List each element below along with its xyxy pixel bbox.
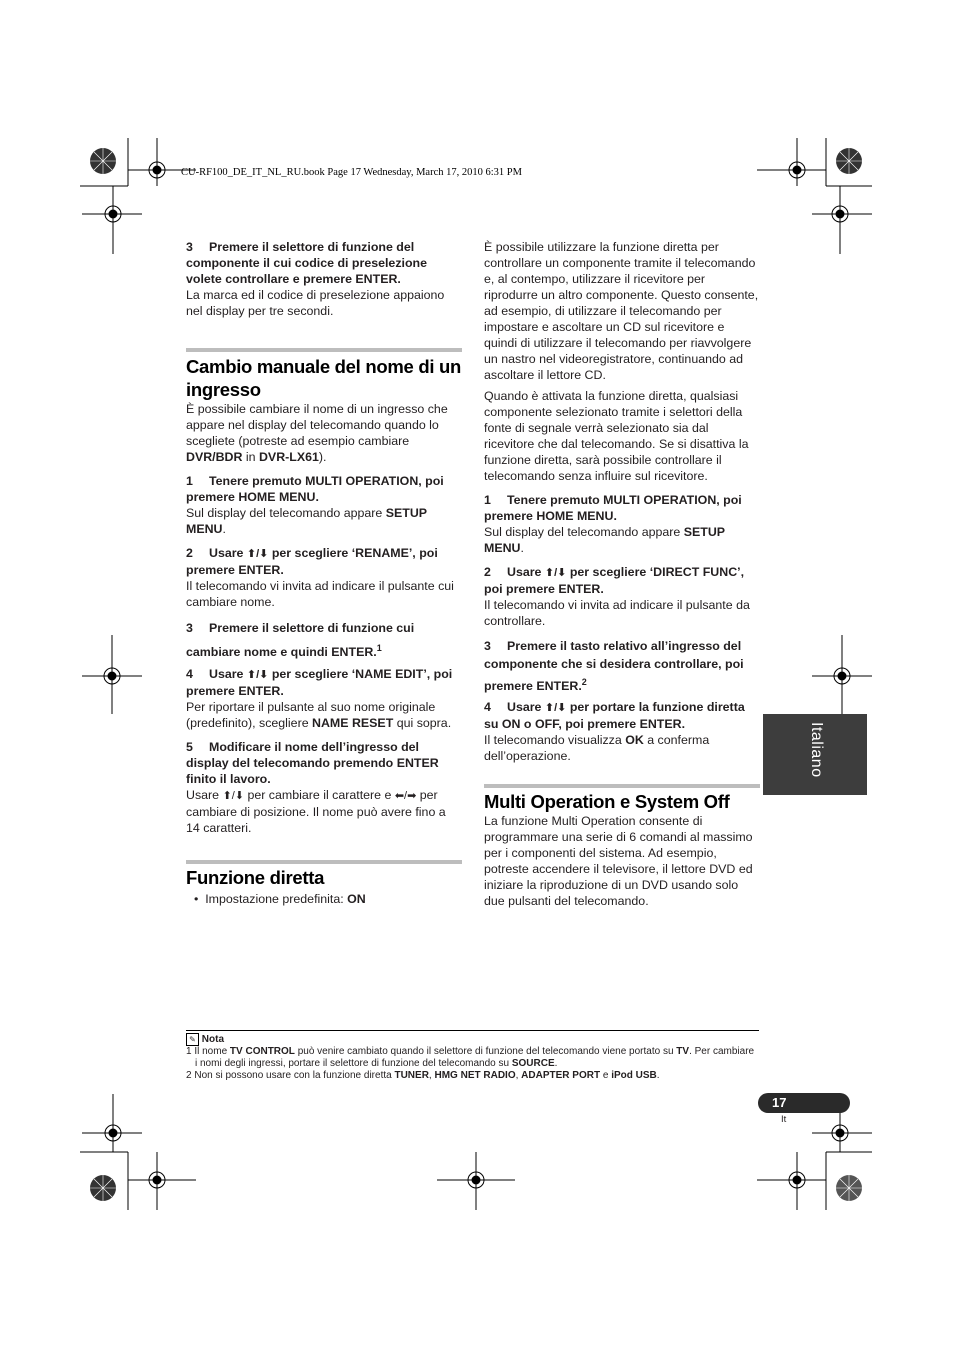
- section-rule: [186, 348, 462, 352]
- rename-step-2: 2 Usare ⬆/⬇ per scegliere ‘RENAME’, poi premere ENTER.: [186, 546, 438, 577]
- section-rule: [484, 784, 760, 788]
- direct-step-4: 4 Usare ⬆/⬇ per portare la funzione diretta su ON o OFF, poi premere ENTER.: [484, 700, 745, 732]
- up-down-arrows-icon: ⬆/⬇: [246, 669, 269, 682]
- rename-step-4-body: Per riportare il pulsante al suo nome originale (predefinito), scegliere NAME RESET qui sopra.: [186, 700, 452, 731]
- direct-function-para-1: È possibile utilizzare la funzione diretta per controllare un componente tramite il telecomando e, al contempo, utilizzare il ricevitore per riprodurre un altro componente. Questo consente, ad esempio, di utilizzare il telecomando per impostare e ascoltare un CD sul ricevitore e quindi di utilizzare il telecomando per riavvolgere un nastro nel videoregistratore, continuando ad ascoltare il lettore CD.: [484, 240, 759, 382]
- step-3-top: 3 Premere il selettore di funzione del componente il cui codice di preselezione volete controllare e premere ENTER.: [186, 240, 427, 286]
- section-rule: [186, 860, 462, 864]
- direct-step-1-body: Sul display del telecomando appare SETUP MENU.: [484, 525, 725, 555]
- rename-step-1: 1 Tenere premuto MULTI OPERATION, poi premere HOME MENU.: [186, 474, 444, 504]
- right-column: [484, 239, 760, 909]
- rename-step-4: 4 Usare ⬆/⬇ per scegliere ‘NAME EDIT’, poi premere ENTER.: [186, 667, 453, 699]
- footnote-1: 1 Il nome TV CONTROL può venire cambiato quando il selettore di funzione del telecomando viene portato su TV. Per cambiare i nomi degli ingressi, portare il selettore di funzione del telecomando su SOURCE.: [186, 1046, 755, 1070]
- up-down-arrows-icon: ⬆/⬇: [222, 790, 244, 803]
- footnote-2: 2 Non si possono usare con la funzione diretta TUNER, HMG NET RADIO, ADAPTER PORT e iPod USB.: [186, 1070, 660, 1082]
- section-title-direct-function: Funzione diretta: [186, 867, 325, 889]
- language-tab: Italiano: [763, 714, 867, 795]
- direct-function-para-2: Quando è attivata la funzione diretta, qualsiasi componente selezionato tramite i selettori della fonte di segnale verrà selezionato sia dal ricevitore che dal telecomando. Se si disattiva la funzione diretta, sarà possibile controllare il telecomando senza influire sul ricevitore.: [484, 389, 749, 483]
- rename-step-1-body: Sul display del telecomando appare SETUP MENU.: [186, 506, 427, 536]
- direct-step-1: 1 Tenere premuto MULTI OPERATION, poi premere HOME MENU.: [484, 493, 742, 523]
- print-header: CU-RF100_DE_IT_NL_RU.book Page 17 Wednesday, March 17, 2010 6:31 PM: [181, 167, 522, 178]
- direct-function-default: • Impostazione predefinita: ON: [194, 892, 366, 907]
- page-language-code: It: [781, 1114, 787, 1125]
- rename-step-3: 3 Premere il selettore di funzione cui cambiare nome e quindi ENTER.$^1$: [186, 621, 415, 660]
- up-down-arrows-icon: ⬆/⬇: [544, 567, 567, 579]
- up-down-arrows-icon: ⬆/⬇: [246, 548, 269, 560]
- rename-step-2-body: Il telecomando vi invita ad indicare il pulsante cui cambiare nome.: [186, 579, 454, 609]
- rename-step-5-body: Usare ⬆/⬇ per cambiare il carattere e ⬅/➡ per cambiare di posizione. Il nome può avere fino a 14 caratteri.: [186, 788, 446, 836]
- direct-step-2-body: Il telecomando vi invita ad indicare il pulsante da controllare.: [484, 598, 750, 628]
- page-number: 17: [758, 1093, 850, 1113]
- multi-operation-body: La funzione Multi Operation consente di programmare una serie di 6 comandi al massimo per i componenti del sistema. Ad esempio, potreste accendere il televisore, il lettore DVD ed iniziare la riproduzione di un DVD usando solo due pulsanti del telecomando.: [484, 814, 753, 909]
- note-pencil-icon: ✎: [186, 1033, 199, 1046]
- left-column: [186, 239, 462, 907]
- step-3-top-body: La marca ed il codice di preselezione appaiono nel display per tre secondi.: [186, 288, 445, 318]
- direct-step-3: 3 Premere il tasto relativo all’ingresso del componente che si desidera controllare, poi premere ENTER.$^2$: [484, 639, 744, 694]
- rename-step-5: 5 Modificare il nome dell’ingresso del display del telecomando premendo ENTER finito il lavoro.: [186, 740, 439, 787]
- rename-intro: È possibile cambiare il nome di un ingresso che appare nel display del telecomando quando lo scegliete (potreste ad esempio cambiare DVR/BDR in DVR-LX61).: [186, 402, 448, 464]
- note-header: ✎ Nota: [186, 1033, 759, 1046]
- direct-step-4-body: Il telecomando visualizza OK a conferma dell’operazione.: [484, 733, 710, 764]
- section-title-rename: Cambio manuale del nome di un ingresso: [186, 356, 462, 400]
- up-down-arrows-icon: ⬆/⬇: [544, 702, 567, 715]
- direct-step-2: 2 Usare ⬆/⬇ per scegliere ‘DIRECT FUNC’, poi premere ENTER.: [484, 565, 745, 596]
- footnotes: [186, 1030, 759, 1082]
- left-right-arrows-icon: ⬅/➡: [394, 790, 417, 803]
- section-title-multi-operation: Multi Operation e System Off: [484, 791, 730, 813]
